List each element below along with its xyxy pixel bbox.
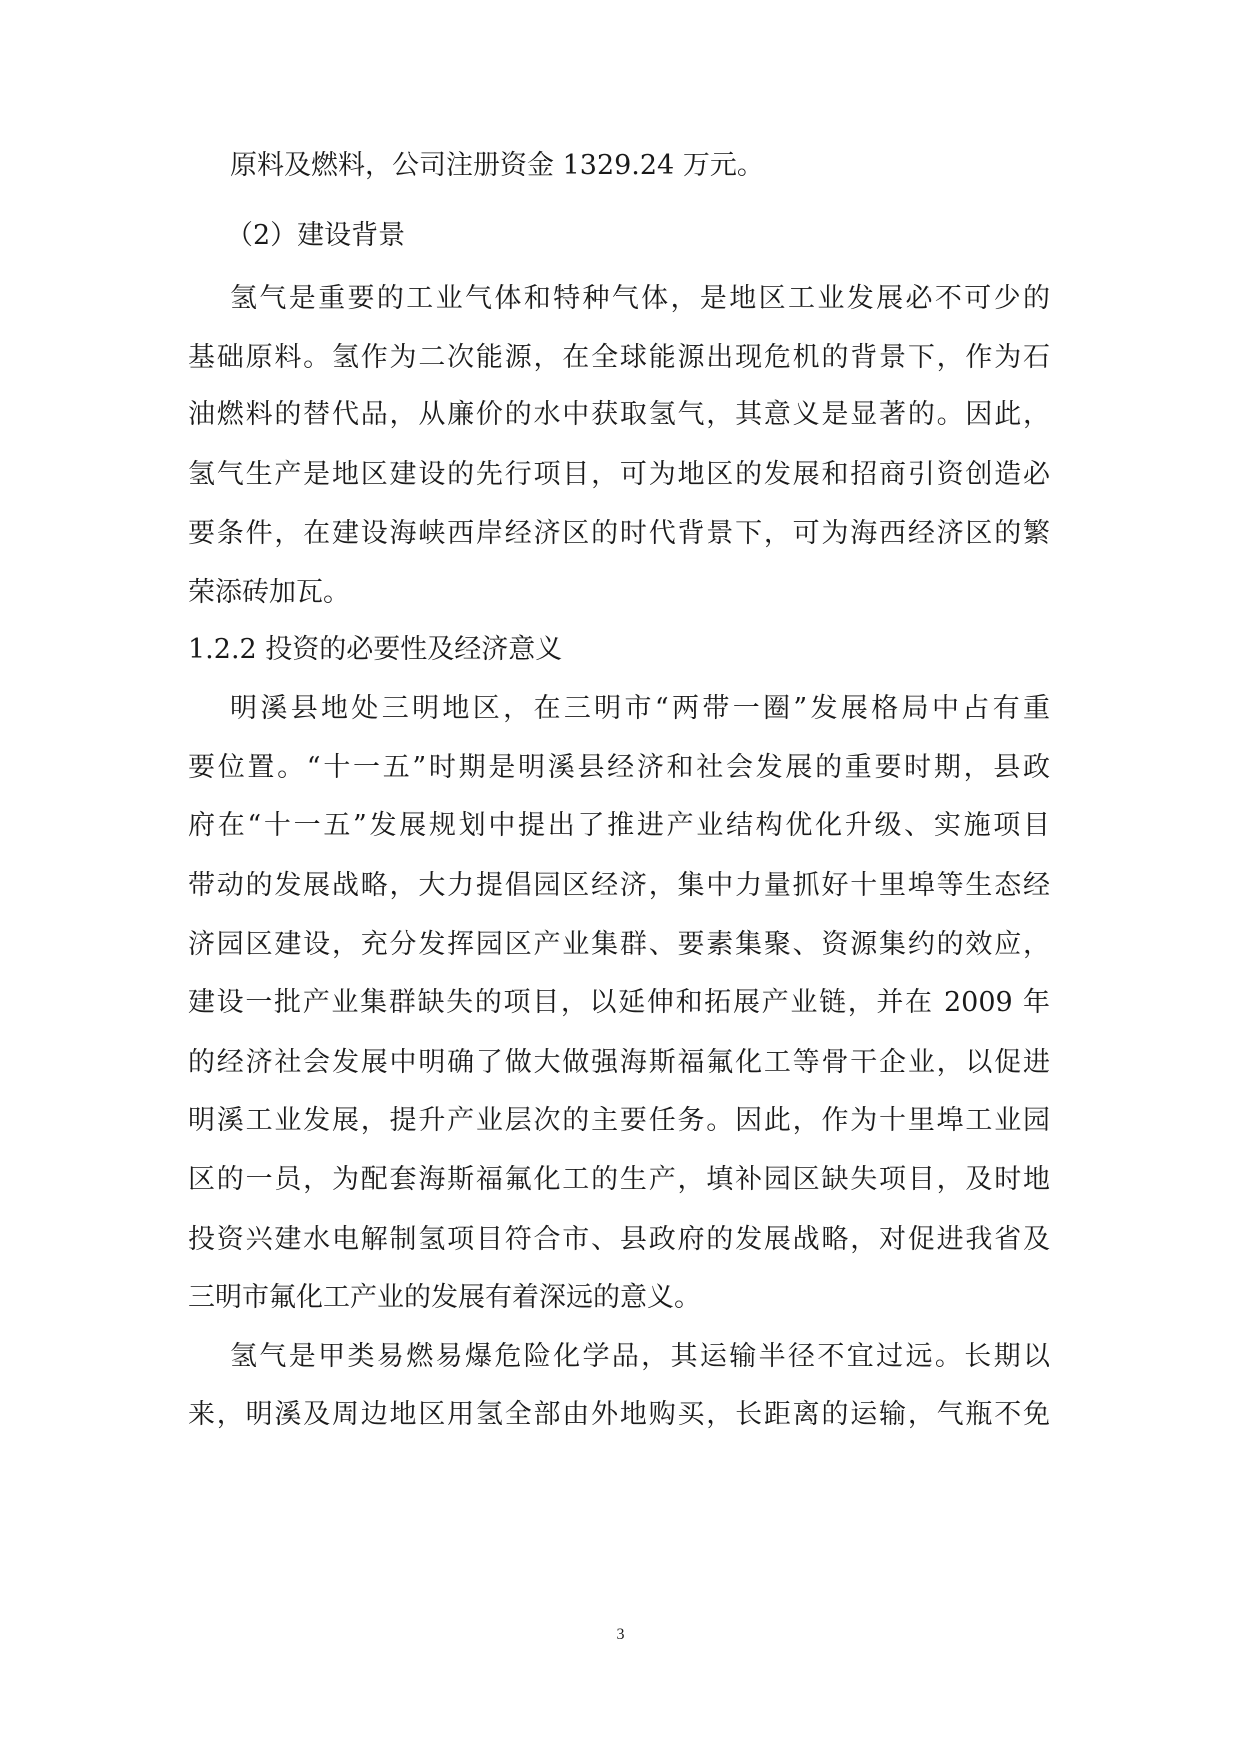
paragraph-line: 明溪工业发展，提升产业层次的主要任务。因此，作为十里埠工业园 bbox=[188, 1105, 1050, 1136]
paragraph-line: 的经济社会发展中明确了做大做强海斯福氟化工等骨干企业，以促进 bbox=[188, 1047, 1050, 1078]
page-number: 3 bbox=[616, 1626, 625, 1643]
paragraph-line: 来，明溪及周边地区用氢全部由外地购买，长距离的运输，气瓶不免 bbox=[188, 1399, 1050, 1430]
subsection-heading: （2）建设背景 bbox=[226, 220, 406, 251]
paragraph-line-last: 荣添砖加瓦。 bbox=[188, 577, 350, 608]
paragraph-line-last: 三明市氟化工产业的发展有着深远的意义。 bbox=[188, 1282, 701, 1313]
paragraph-line: 明溪县地处三明地区，在三明市“两带一圈”发展格局中占有重 bbox=[230, 693, 1050, 724]
paragraph-line: 府在“十一五”发展规划中提出了推进产业结构优化升级、实施项目 bbox=[188, 810, 1050, 841]
paragraph-line: 济园区建设，充分发挥园区产业集群、要素集聚、资源集约的效应， bbox=[188, 929, 1050, 960]
paragraph-line: 要条件，在建设海峡西岸经济区的时代背景下，可为海西经济区的繁 bbox=[188, 518, 1050, 549]
paragraph-line-continuation: 原料及燃料，公司注册资金 1329.24 万元。 bbox=[230, 150, 764, 181]
paragraph-line: 要位置。“十一五”时期是明溪县经济和社会发展的重要时期，县政 bbox=[188, 752, 1050, 783]
paragraph-line: 区的一员，为配套海斯福氟化工的生产，填补园区缺失项目，及时地 bbox=[188, 1164, 1050, 1195]
paragraph-line: 基础原料。氢作为二次能源，在全球能源出现危机的背景下，作为石 bbox=[188, 342, 1050, 373]
paragraph-line: 油燃料的替代品，从廉价的水中获取氢气，其意义是显著的。因此， bbox=[188, 399, 1050, 430]
paragraph-line: 投资兴建水电解制氢项目符合市、县政府的发展战略，对促进我省及 bbox=[188, 1224, 1050, 1255]
section-heading: 1.2.2 投资的必要性及经济意义 bbox=[188, 634, 563, 665]
paragraph-line: 氢气生产是地区建设的先行项目，可为地区的发展和招商引资创造必 bbox=[188, 459, 1050, 490]
paragraph-line: 带动的发展战略，大力提倡园区经济，集中力量抓好十里埠等生态经 bbox=[188, 870, 1050, 901]
paragraph-line: 氢气是甲类易燃易爆危险化学品，其运输半径不宜过远。长期以 bbox=[230, 1341, 1050, 1372]
paragraph-line: 建设一批产业集群缺失的项目，以延伸和拓展产业链，并在 2009 年 bbox=[188, 987, 1050, 1018]
paragraph-line: 氢气是重要的工业气体和特种气体，是地区工业发展必不可少的 bbox=[230, 283, 1050, 314]
